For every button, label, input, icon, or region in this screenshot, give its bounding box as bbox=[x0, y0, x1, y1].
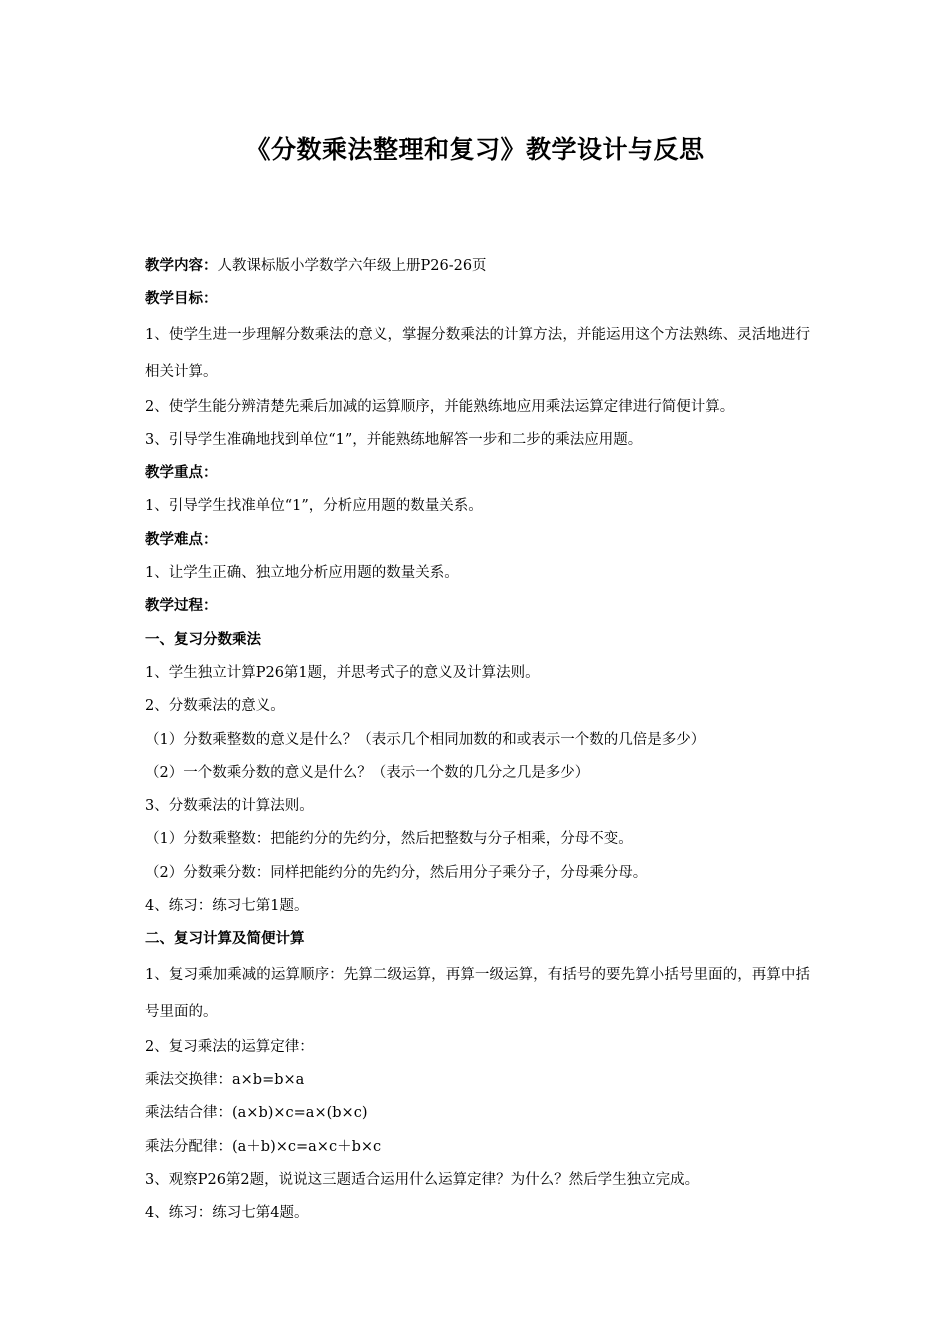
body-paragraph bbox=[145, 1097, 810, 1130]
body-paragraph bbox=[145, 557, 810, 590]
paragraph-label: 教学难点： bbox=[145, 531, 218, 548]
section-heading bbox=[145, 283, 810, 316]
paragraph-text: （1）分数乘整数的意义是什么？（表示几个相同加数的和或表示一个数的几倍是多少） bbox=[145, 731, 706, 748]
paragraph-text: （2）分数乘分数：同样把能约分的先约分，然后用分子乘分子，分母乘分母。 bbox=[145, 864, 648, 881]
paragraph-text: 乘法结合律：(a×b)×c=a×(b×c) bbox=[145, 1105, 368, 1122]
body-paragraph bbox=[145, 424, 810, 457]
section-heading bbox=[145, 457, 810, 490]
body-paragraph bbox=[145, 823, 810, 856]
section-heading bbox=[145, 624, 810, 657]
paragraph-text: 人教课标版小学数学六年级上册P26-26页 bbox=[217, 258, 487, 274]
paragraph-text: （1）分数乘整数：把能约分的先约分，然后把整数与分子相乘，分母不变。 bbox=[145, 831, 633, 848]
paragraph-text: 2、复习乘法的运算定律： bbox=[145, 1038, 314, 1055]
paragraph-text: （2）一个数乘分数的意义是什么？（表示一个数的几分之几是多少） bbox=[145, 764, 590, 781]
body-paragraph bbox=[145, 757, 810, 790]
body-paragraph bbox=[145, 1031, 810, 1064]
body-paragraph bbox=[145, 1131, 810, 1164]
paragraph-text: 1、让学生正确、独立地分析应用题的数量关系。 bbox=[145, 565, 459, 582]
paragraph-text: 1、复习乘加乘减的运算顺序：先算二级运算，再算一级运算，有括号的要先算小括号里面的，再算中括号里面的。 bbox=[145, 966, 810, 1020]
paragraph-text: 1、引导学生找准单位“1”，分析应用题的数量关系。 bbox=[145, 498, 483, 515]
paragraph-label: 教学重点： bbox=[145, 465, 218, 482]
paragraph-label: 教学目标： bbox=[145, 291, 218, 308]
paragraph-text: 3、分数乘法的计算法则。 bbox=[145, 798, 314, 815]
body-paragraph bbox=[145, 1064, 810, 1097]
paragraph-text: 2、分数乘法的意义。 bbox=[145, 698, 285, 715]
paragraph-label: 教学过程： bbox=[145, 598, 218, 615]
body-paragraph bbox=[145, 890, 810, 923]
body-paragraph bbox=[145, 1164, 810, 1197]
paragraph-text: 4、练习：练习七第1题。 bbox=[145, 898, 309, 915]
body-paragraph bbox=[145, 490, 810, 523]
body-paragraph bbox=[145, 657, 810, 690]
paragraph-text: 3、观察P26第2题，说说这三题适合运用什么运算定律？为什么？然后学生独立完成。 bbox=[145, 1171, 700, 1188]
paragraph-text: 3、引导学生准确地找到单位“1”，并能熟练地解答一步和二步的乘法应用题。 bbox=[145, 431, 643, 448]
body-paragraph bbox=[145, 857, 810, 890]
paragraph-text: 4、练习：练习七第4题。 bbox=[145, 1205, 309, 1222]
body-paragraph bbox=[145, 790, 810, 823]
body-paragraph bbox=[145, 1197, 810, 1230]
body-paragraph bbox=[145, 317, 810, 391]
section-heading bbox=[145, 524, 810, 557]
paragraph-text: 1、使学生进一步理解分数乘法的意义，掌握分数乘法的计算方法，并能运用这个方法熟练、灵活地进行相关计算。 bbox=[145, 326, 810, 380]
paragraph-text: 1、学生独立计算P26第1题，并思考式子的意义及计算法则。 bbox=[145, 664, 540, 681]
body-paragraph bbox=[145, 250, 810, 283]
paragraph-label: 教学内容： bbox=[145, 258, 218, 274]
paragraph-label: 二、复习计算及简便计算 bbox=[145, 931, 305, 948]
paragraph-text: 乘法分配律：(a＋b)×c=a×c＋b×c bbox=[145, 1138, 382, 1155]
section-heading bbox=[145, 923, 810, 956]
paragraph-label: 一、复习分数乘法 bbox=[145, 631, 261, 648]
body-paragraph bbox=[145, 391, 810, 424]
paragraph-text: 2、使学生能分辨清楚先乘后加减的运算顺序，并能熟练地应用乘法运算定律进行简便计算。 bbox=[145, 398, 735, 415]
body-paragraph bbox=[145, 957, 810, 1031]
body-paragraph bbox=[145, 724, 810, 757]
document-title: 《分数乘法整理和复习》教学设计与反思 bbox=[245, 135, 705, 164]
paragraph-text: 乘法交换律：a×b=b×a bbox=[145, 1071, 305, 1088]
document-body bbox=[145, 250, 810, 1230]
section-heading bbox=[145, 590, 810, 623]
body-paragraph bbox=[145, 690, 810, 723]
